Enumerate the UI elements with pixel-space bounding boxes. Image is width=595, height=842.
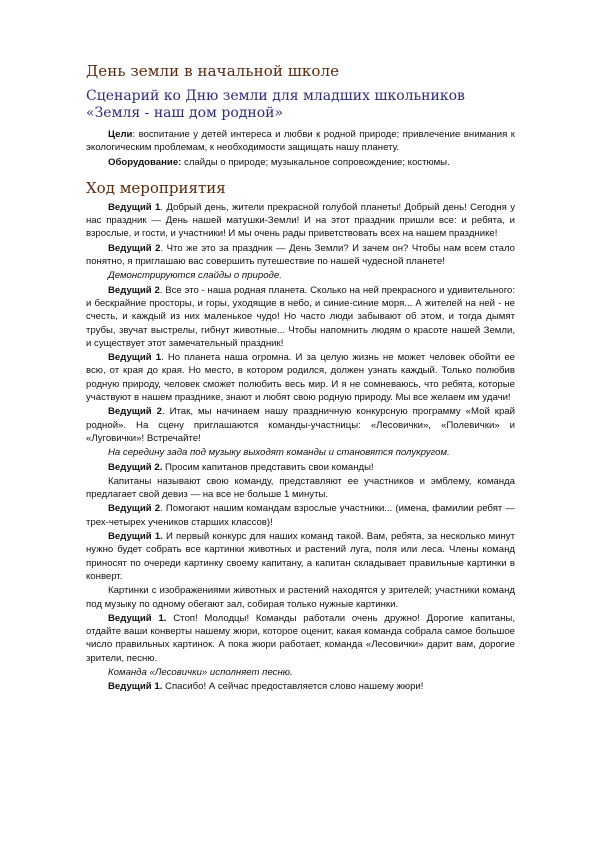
- equipment-label: Оборудование:: [108, 156, 182, 168]
- section-title: Ход мероприятия: [86, 178, 226, 197]
- equipment-text: слайды о природе; музыкальное сопровождение; костюмы.: [181, 156, 450, 168]
- stage-direction: Демонстрируются слайды о природе.: [108, 270, 282, 282]
- paragraph-text: Спасибо! А сейчас предоставляется слово нашему жюри!: [162, 681, 424, 693]
- document-subtitle: Сценарий ко Дню земли для младших школьников «Земля - наш дом родной»: [86, 88, 465, 121]
- speaker-label: Ведущий 1: [108, 352, 162, 364]
- script-paragraph: [86, 284, 515, 350]
- paragraph-text: . Добрый день, жители прекрасной голубой планеты! Добрый день! Сегодня у нас праздник — День нашей матушки-Земли! И на этот праздник пришли все: и ребята, и взрослые, и гости, и участники! И мы очень рады приветствовать всех на нашем празднике!: [86, 201, 516, 240]
- stage-direction: На середину зада под музыку выходят команды и становятся полукругом.: [108, 447, 450, 459]
- paragraph-text: . Все это - наша родная планета. Сколько на ней прекрасного и удивительного: и бескрайние просторы, и горы, уходящие в небо, и синие-синие моря... А жителей на ней - не счесть, и каждый из них маленькое чудо! Но часто люди забывают об этом, и тогда дымят трубы, звучат выстрелы, гибнут животные... Чтобы напомнить людям о красоте нашей Земли, и существует этот замечательный праздник!: [86, 284, 515, 349]
- script-paragraph: [86, 461, 515, 474]
- speaker-label: Ведущий 2: [108, 503, 161, 515]
- goals-paragraph: [86, 128, 515, 155]
- goals-text: : воспитание у детей интереса и любви к родной природе; привлечение внимания к экологическим проблемам, к необходимости защищать нашу планету.: [86, 129, 515, 154]
- speaker-label: Ведущий 2: [108, 284, 160, 296]
- goals-label: Цели: [108, 129, 133, 140]
- speaker-label: Ведущий 2.: [108, 461, 163, 473]
- plain-paragraph: Капитаны называют свою команду, представляют ее участников и эмблему, команда предлагает свой девиз — на все не больше 1 минуты.: [86, 475, 515, 501]
- script-paragraph: [86, 405, 515, 445]
- speaker-label: Ведущий 1.: [108, 531, 163, 543]
- paragraph-text: . Что же это за праздник — День Земли? И зачем он? Чтобы нам всем стало понятно, я приглашаю вас совершить путешествие по нашей чудесной планете!: [86, 242, 515, 268]
- script-paragraph: [86, 351, 515, 404]
- document-title: День земли в начальной школе: [86, 62, 340, 80]
- plain-paragraph: Картинки с изображениями животных и растений находятся у зрителей; участники команд под музыку по одному обегают зал, собирая только нужные картинки.: [86, 585, 515, 610]
- speaker-label: Ведущий 2: [108, 406, 162, 418]
- script-paragraph: [86, 612, 515, 665]
- script-paragraph: [86, 242, 515, 269]
- speaker-label: Ведущий 1: [108, 201, 161, 213]
- speaker-label: Ведущий 1.: [108, 681, 163, 693]
- script-paragraph: [86, 201, 515, 241]
- speaker-label: Ведущий 2: [108, 242, 161, 254]
- equipment-paragraph: [86, 156, 515, 169]
- paragraph-text: . Итак, мы начинаем нашу праздничную конкурсную программу «Мой край родной». На сцену приглашаются команды-участницы: «Лесовички», «Полевички» и «Луговички»! Встречайте!: [86, 406, 515, 444]
- script-paragraph: [86, 502, 515, 529]
- script-paragraph: [86, 680, 515, 693]
- script-paragraph: [86, 530, 515, 583]
- stage-direction: Команда «Лесовички» исполняет песню.: [108, 666, 293, 678]
- paragraph-text: Просим капитанов представить свои команды!: [162, 461, 374, 473]
- paragraph-text: И первый конкурс для наших команд такой. Вам, ребята, за несколько минут нужно будет собрать все картинки животных и растений луга, поля или леса. Члены команд приносят по очереди картинку своему капитану, а капитан складывает правильные картинки в конверт.: [86, 531, 515, 582]
- paragraph-text: . Помогают нашим командам взрослые участники... (имена, фамилии ребят — трех-четырех учеников старших классов)!: [86, 503, 515, 528]
- paragraph-text: . Но планета наша огромна. И за целую жизнь не может человек обойти ее всю, от края до края. Но место, в котором родился, должен узнать каждый. Только полюбив родную природу, человек сможет полюбить весь мир. И я не сомневаюсь, что ребята, которые участвуют в нашем празднике, знают и любят свою родную природу. Мы все желаем им удачи!: [86, 352, 515, 404]
- speaker-label: Ведущий 1.: [108, 612, 167, 624]
- paragraph-text: Стоп! Молодцы! Команды работали очень дружно! Дорогие капитаны, отдайте ваши конверты нашему жюри, которое оценит, какая команда собрала самое большое число правильных картинок. А пока жюри работает, команда «Лесовички» дарит вам, дорогие зрители, песню.: [86, 612, 515, 664]
